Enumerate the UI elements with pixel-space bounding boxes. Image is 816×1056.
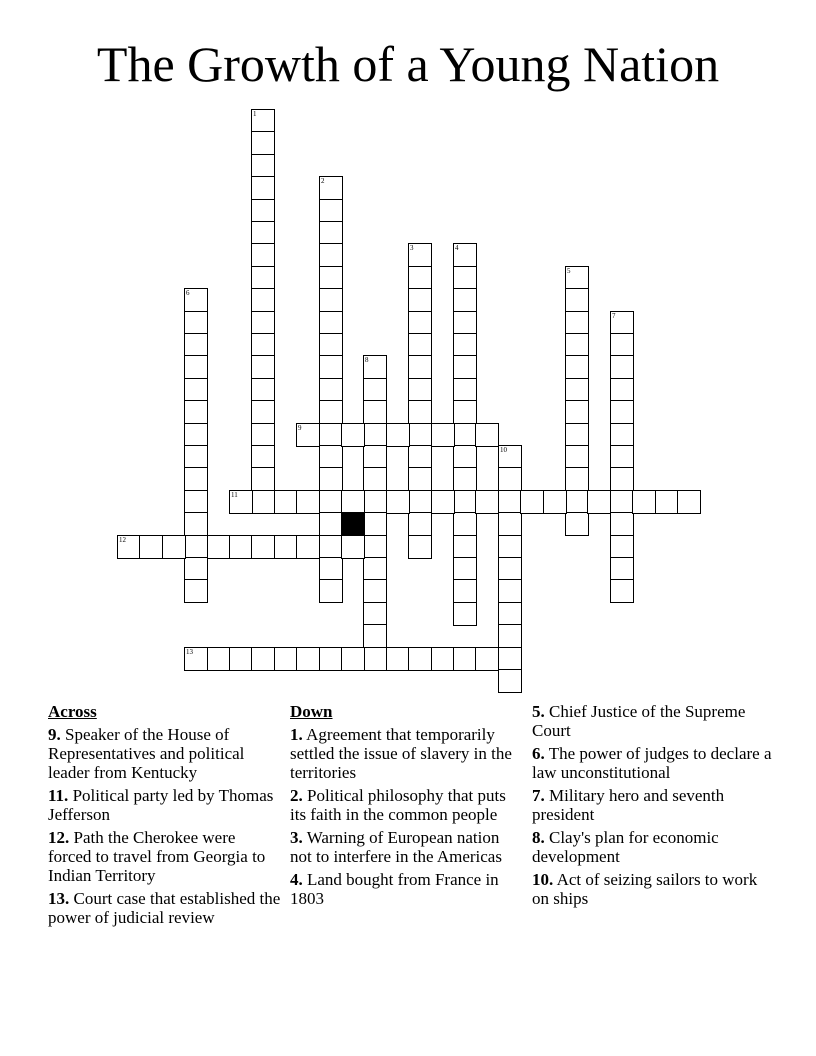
- grid-cell[interactable]: [453, 423, 477, 447]
- grid-cell[interactable]: [341, 647, 365, 671]
- grid-cell[interactable]: [498, 467, 522, 491]
- grid-cell[interactable]: [184, 378, 208, 402]
- grid-cell[interactable]: [319, 199, 343, 223]
- grid-cell[interactable]: [251, 311, 275, 335]
- cell-number: 9: [298, 424, 302, 432]
- grid-cell[interactable]: [363, 378, 387, 402]
- grid-cell[interactable]: [319, 243, 343, 267]
- cell-number: 11: [231, 491, 238, 499]
- grid-cell[interactable]: [184, 288, 208, 312]
- grid-cell[interactable]: [565, 333, 589, 357]
- grid-block: [341, 512, 365, 536]
- page-title: The Growth of a Young Nation: [96, 36, 720, 92]
- grid-cell[interactable]: [251, 266, 275, 290]
- grid-cell[interactable]: [319, 400, 343, 424]
- grid-cell[interactable]: [229, 647, 253, 671]
- grid-cell[interactable]: [498, 512, 522, 536]
- grid-cell[interactable]: [319, 579, 343, 603]
- grid-cell[interactable]: [363, 535, 387, 559]
- grid-cell[interactable]: [274, 490, 298, 514]
- grid-cell[interactable]: [184, 333, 208, 357]
- grid-cell[interactable]: [296, 490, 320, 514]
- clue-down-7: 7. Military hero and seventh president: [532, 786, 725, 824]
- clue-down-1: 1. Agreement that temporarily settled the issue of slavery in the territories: [290, 725, 512, 782]
- grid-cell[interactable]: [610, 535, 634, 559]
- grid-cell[interactable]: [341, 535, 365, 559]
- grid-cell[interactable]: [319, 647, 343, 671]
- grid-cell[interactable]: [475, 490, 499, 514]
- grid-cell[interactable]: [475, 647, 499, 671]
- grid-cell[interactable]: [184, 535, 208, 559]
- grid-cell[interactable]: [363, 624, 387, 648]
- grid-cell[interactable]: [565, 266, 589, 290]
- grid-cell[interactable]: [251, 423, 275, 447]
- grid-cell[interactable]: [453, 467, 477, 491]
- grid-cell[interactable]: [565, 490, 589, 514]
- grid-cell[interactable]: [610, 311, 634, 335]
- grid-cell[interactable]: [251, 445, 275, 469]
- grid-cell[interactable]: [408, 445, 432, 469]
- grid-cell[interactable]: [408, 378, 432, 402]
- grid-cell[interactable]: [386, 490, 410, 514]
- grid-cell[interactable]: [498, 602, 522, 626]
- grid-cell[interactable]: [251, 490, 275, 514]
- grid-cell[interactable]: [431, 647, 455, 671]
- grid-cell[interactable]: [319, 355, 343, 379]
- cell-number: 5: [567, 267, 571, 275]
- grid-cell[interactable]: [207, 535, 231, 559]
- grid-cell[interactable]: [610, 490, 634, 514]
- grid-cell[interactable]: [408, 647, 432, 671]
- across-heading: Across: [48, 702, 97, 721]
- grid-cell[interactable]: [565, 355, 589, 379]
- grid-cell[interactable]: [431, 490, 455, 514]
- grid-cell[interactable]: [565, 467, 589, 491]
- grid-cell[interactable]: [363, 557, 387, 581]
- grid-cell[interactable]: [363, 423, 387, 447]
- grid-cell[interactable]: [610, 423, 634, 447]
- grid-cell[interactable]: [162, 535, 186, 559]
- grid-cell[interactable]: [498, 445, 522, 469]
- grid-cell[interactable]: [363, 490, 387, 514]
- clue-across-13: 13. Court case that established the power of judicial review: [48, 889, 281, 927]
- grid-cell[interactable]: [408, 490, 432, 514]
- grid-cell[interactable]: [184, 557, 208, 581]
- grid-cell[interactable]: [319, 176, 343, 200]
- grid-cell[interactable]: [363, 355, 387, 379]
- grid-cell[interactable]: [319, 288, 343, 312]
- grid-cell[interactable]: [677, 490, 701, 514]
- grid-cell[interactable]: [453, 333, 477, 357]
- cell-number: 7: [612, 312, 616, 320]
- grid-cell[interactable]: [453, 355, 477, 379]
- grid-cell[interactable]: [184, 467, 208, 491]
- grid-cell[interactable]: [610, 333, 634, 357]
- clue-down-4: 4. Land bought from France in 1803: [290, 870, 499, 908]
- grid-cell[interactable]: [319, 557, 343, 581]
- grid-cell[interactable]: [453, 602, 477, 626]
- grid-cell[interactable]: [229, 535, 253, 559]
- grid-cell[interactable]: [319, 512, 343, 536]
- grid-cell[interactable]: [565, 400, 589, 424]
- grid-cell[interactable]: [453, 535, 477, 559]
- grid-cell[interactable]: [408, 400, 432, 424]
- cell-number: 2: [321, 177, 325, 185]
- grid-cell[interactable]: [498, 490, 522, 514]
- grid-cell[interactable]: [319, 311, 343, 335]
- clue-down-8: 8. Clay's plan for economic development: [532, 828, 719, 866]
- clue-down-10: 10. Act of seizing sailors to work on ships: [532, 870, 758, 908]
- grid-cell[interactable]: [498, 647, 522, 671]
- grid-cell[interactable]: [207, 647, 231, 671]
- grid-cell[interactable]: [475, 423, 499, 447]
- grid-cell[interactable]: [251, 400, 275, 424]
- grid-cell[interactable]: [319, 266, 343, 290]
- grid-cell[interactable]: [251, 535, 275, 559]
- grid-cell[interactable]: [453, 579, 477, 603]
- grid-cell[interactable]: [610, 557, 634, 581]
- grid-cell[interactable]: [453, 400, 477, 424]
- grid-cell[interactable]: [184, 400, 208, 424]
- grid-cell[interactable]: [184, 311, 208, 335]
- clue-across-12: 12. Path the Cherokee were forced to travel from Georgia to Indian Territory: [48, 828, 266, 885]
- grid-cell[interactable]: [319, 333, 343, 357]
- grid-cell[interactable]: [453, 378, 477, 402]
- grid-cell[interactable]: [296, 423, 320, 447]
- grid-cell[interactable]: [386, 647, 410, 671]
- clue-across-11: 11. Political party led by Thomas Jefferson: [48, 786, 274, 824]
- grid-cell[interactable]: [408, 333, 432, 357]
- grid-cell[interactable]: [274, 647, 298, 671]
- grid-cell[interactable]: [117, 535, 141, 559]
- grid-cell[interactable]: [408, 311, 432, 335]
- grid-cell[interactable]: [610, 355, 634, 379]
- grid-cell[interactable]: [453, 445, 477, 469]
- grid-cell[interactable]: [565, 378, 589, 402]
- grid-cell[interactable]: [408, 535, 432, 559]
- grid-cell[interactable]: [610, 579, 634, 603]
- grid-cell[interactable]: [251, 154, 275, 178]
- cell-number: 10: [500, 446, 507, 454]
- grid-cell[interactable]: [319, 423, 343, 447]
- grid-cell[interactable]: [565, 512, 589, 536]
- grid-cell[interactable]: [296, 647, 320, 671]
- grid-cell[interactable]: [610, 445, 634, 469]
- grid-cell[interactable]: [251, 467, 275, 491]
- grid-cell[interactable]: [565, 445, 589, 469]
- grid-cell[interactable]: [363, 467, 387, 491]
- grid-cell[interactable]: [251, 131, 275, 155]
- grid-cell[interactable]: [251, 243, 275, 267]
- grid-cell[interactable]: [363, 579, 387, 603]
- grid-cell[interactable]: [251, 333, 275, 357]
- grid-cell[interactable]: [184, 423, 208, 447]
- down-clues-column-continued: [532, 702, 777, 912]
- grid-cell[interactable]: [453, 266, 477, 290]
- grid-cell[interactable]: [341, 423, 365, 447]
- cell-number: 3: [410, 244, 414, 252]
- grid-cell[interactable]: [319, 467, 343, 491]
- grid-cell[interactable]: [319, 490, 343, 514]
- grid-cell[interactable]: [453, 512, 477, 536]
- cell-number: 6: [186, 289, 190, 297]
- grid-cell[interactable]: [565, 311, 589, 335]
- grid-cell[interactable]: [251, 176, 275, 200]
- grid-cell[interactable]: [587, 490, 611, 514]
- grid-cell[interactable]: [408, 243, 432, 267]
- grid-cell[interactable]: [184, 445, 208, 469]
- grid-cell[interactable]: [184, 355, 208, 379]
- grid-cell[interactable]: [184, 579, 208, 603]
- grid-cell[interactable]: [363, 400, 387, 424]
- grid-cell[interactable]: [251, 199, 275, 223]
- cell-number: 4: [455, 244, 459, 252]
- grid-cell[interactable]: [543, 490, 567, 514]
- grid-cell[interactable]: [408, 266, 432, 290]
- down-clues-column: [290, 702, 522, 912]
- grid-cell[interactable]: [453, 243, 477, 267]
- grid-cell[interactable]: [610, 467, 634, 491]
- grid-cell[interactable]: [610, 400, 634, 424]
- grid-cell[interactable]: [610, 512, 634, 536]
- clue-down-6: 6. The power of judges to declare a law unconstitutional: [532, 744, 772, 782]
- grid-cell[interactable]: [319, 445, 343, 469]
- grid-cell[interactable]: [632, 490, 656, 514]
- grid-cell[interactable]: [139, 535, 163, 559]
- grid-cell[interactable]: [274, 535, 298, 559]
- grid-cell[interactable]: [408, 512, 432, 536]
- grid-cell[interactable]: [520, 490, 544, 514]
- grid-cell[interactable]: [184, 647, 208, 671]
- cell-number: 1: [253, 110, 257, 118]
- clue-down-3: 3. Warning of European nation not to interfere in the Americas: [290, 828, 502, 866]
- grid-cell[interactable]: [251, 647, 275, 671]
- grid-cell[interactable]: [251, 109, 275, 133]
- grid-cell[interactable]: [610, 378, 634, 402]
- grid-cell[interactable]: [408, 467, 432, 491]
- grid-cell[interactable]: [229, 490, 253, 514]
- grid-cell[interactable]: [363, 512, 387, 536]
- grid-cell[interactable]: [363, 647, 387, 671]
- cell-number: 12: [119, 536, 126, 544]
- grid-cell[interactable]: [498, 557, 522, 581]
- grid-cell[interactable]: [431, 423, 455, 447]
- grid-cell[interactable]: [453, 647, 477, 671]
- grid-cell[interactable]: [319, 221, 343, 245]
- grid-cell[interactable]: [498, 669, 522, 693]
- grid-cell[interactable]: [251, 288, 275, 312]
- grid-cell[interactable]: [319, 535, 343, 559]
- clue-across-9: 9. Speaker of the House of Representatives and political leader from Kentucky: [48, 725, 245, 782]
- grid-cell[interactable]: [319, 378, 343, 402]
- grid-cell[interactable]: [453, 288, 477, 312]
- grid-cell[interactable]: [408, 423, 432, 447]
- down-heading: Down: [290, 702, 333, 721]
- grid-cell[interactable]: [498, 535, 522, 559]
- grid-cell[interactable]: [251, 355, 275, 379]
- grid-cell[interactable]: [363, 602, 387, 626]
- grid-cell[interactable]: [565, 288, 589, 312]
- grid-cell[interactable]: [386, 423, 410, 447]
- cell-number: 8: [365, 356, 369, 364]
- grid-cell[interactable]: [453, 490, 477, 514]
- grid-cell[interactable]: [251, 378, 275, 402]
- grid-cell[interactable]: [453, 557, 477, 581]
- cell-number: 13: [186, 648, 193, 656]
- grid-cell[interactable]: [498, 579, 522, 603]
- across-clues-column: [48, 702, 283, 931]
- grid-cell[interactable]: [655, 490, 679, 514]
- grid-cell[interactable]: [498, 624, 522, 648]
- grid-cell[interactable]: [565, 423, 589, 447]
- grid-cell[interactable]: [184, 512, 208, 536]
- grid-cell[interactable]: [408, 288, 432, 312]
- clue-down-2: 2. Political philosophy that puts its faith in the common people: [290, 786, 506, 824]
- clue-down-5: 5. Chief Justice of the Supreme Court: [532, 702, 746, 740]
- grid-cell[interactable]: [408, 355, 432, 379]
- grid-cell[interactable]: [363, 445, 387, 469]
- grid-cell[interactable]: [296, 535, 320, 559]
- grid-cell[interactable]: [453, 311, 477, 335]
- grid-cell[interactable]: [251, 221, 275, 245]
- grid-cell[interactable]: [184, 490, 208, 514]
- grid-cell[interactable]: [341, 490, 365, 514]
